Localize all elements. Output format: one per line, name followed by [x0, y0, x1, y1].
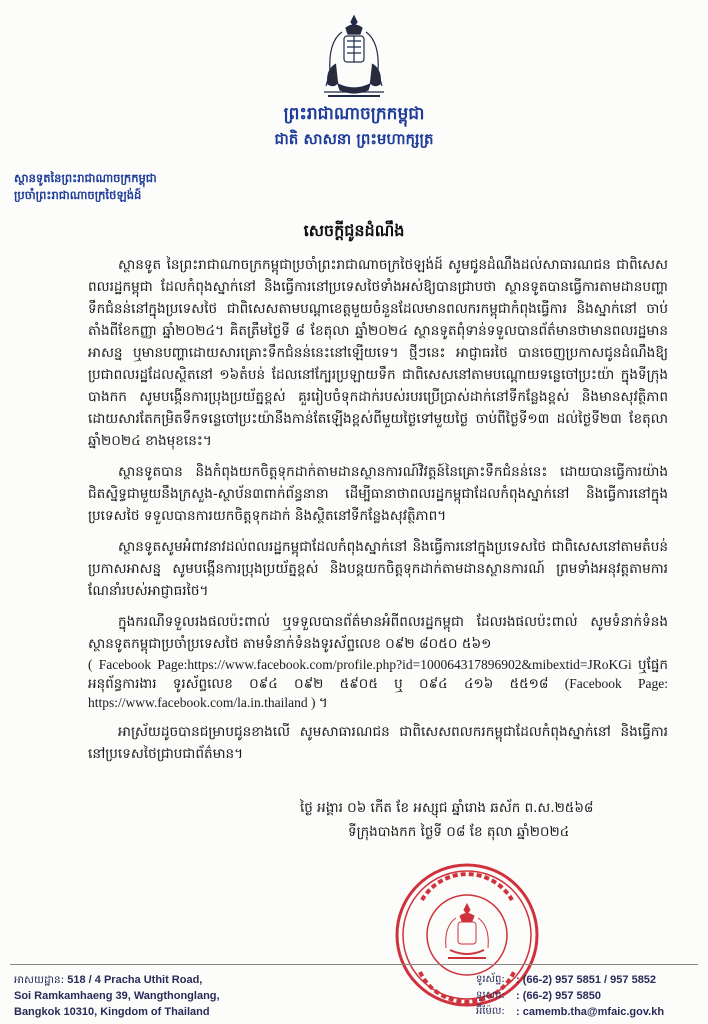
- lunar-date: ថ្ងៃ អង្គារ ០៦ កើត ខែ អស្សុជ ឆ្នាំរោង ឆស័ក ព.ស.២៥៦៨: [300, 800, 594, 816]
- notice-body: [88, 254, 668, 774]
- national-motto: ជាតិ សាសនា ព្រះមហាក្សត្រ: [274, 130, 434, 148]
- email-value: : camemb.tha@mfaic.gov.kh: [516, 1006, 665, 1018]
- embassy-heading: [14, 170, 274, 204]
- address-label: អាសយដ្ឋាន:: [14, 974, 65, 986]
- fax-label: ទូរសារ:: [476, 990, 505, 1001]
- address-line-2: Soi Ramkamhaeng 39, Wangthonglang,: [14, 990, 220, 1002]
- paragraph-1: ស្ថានទូត នៃព្រះរាជាណាចក្រកម្ពុជាប្រចាំព្រះរាជាណាចក្រថៃឡង់ដ៍ សូមជូនដំណឹងដល់សាធារណជន ជាពិសេសពលរដ្ឋកម្ពុជា ដែលកំពុងស្នាក់នៅ និងធ្វើការនៅប្រទេសថៃទាំងអស់ឱ្យបានជ្រាបថា ស្ថានទូតបានធ្វើការតាមដានបញ្ហាទឹកជំនន់នៅក្នុងប្រទេសថៃ ជាពិសេសតាមបណ្តាខេត្តមួយចំនួនដែលមានពលករកម្ពុជាកំពុងធ្វើការ និងស្នាក់នៅ ចាប់តាំងពីខែកញ្ញា ឆ្នាំ២០២៤។ គិតត្រឹមថ្ងៃទី ៨ ខែតុលា ឆ្នាំ២០២៤ ស្ថានទូតពុំទាន់ទទួលបានព័ត៌មានថាមានពលរដ្ឋមានអាសន្ន ឬមានបញ្ហាដោយសារគ្រោះទឹកជំនន់នេះនៅឡើយទេ។ ថ្មីៗនេះ អាជ្ញាធរថៃ បានចេញប្រកាសជូនដំណឹងឱ្យប្រជាពលរដ្ឋដែលស្ថិតនៅ ១៦តំបន់ ដែលនៅក្បែរប្រឡាយទឹក ជាពិសេសនៅតាមបណ្តោយទន្លេចៅប្រះយ៉ា ក្នុងទីក្រុងបាងកក សូមបង្កើនការប្រុងប្រយ័ត្នខ្ពស់ គួររៀបចំទុកដាក់របស់របរប្រើប្រាស់ដាក់នៅទីកន្លែងខ្ពស់ និងមានសុវត្ថិភាព ដោយសារតែកម្រិតទឹកទន្លេចៅប្រះយ៉ានឹងកាន់តែឡើងខ្ពស់ពីមួយថ្ងៃទៅមួយថ្ងៃ ចាប់ពីថ្ងៃទី១៣ ដល់ថ្ងៃទី២៣ ខែតុលា ឆ្នាំ២០២៤ ខាងមុខនេះ។: [88, 257, 668, 449]
- paragraph-4-contacts: ( Facebook Page:https://www.facebook.com/profile.php?id=100064317896902&mibextid=JRoKGi ឬផ្នែកអនុព័ន្ធការងារ ទូរស័ព្ទលេខ ០៩៤ ០៩២ ៥៩០៥ ឬ ០៩៤ ៤១៦ ៥៥១៨ (Facebook Page: https://www.facebook.com/la.in.thailand ) ។: [88, 657, 668, 710]
- document-title: សេចក្តីជូនដំណឹង: [303, 221, 405, 240]
- address-line-3: Bangkok 10310, Kingdom of Thailand: [14, 1006, 210, 1018]
- footer-contacts: [476, 972, 696, 1020]
- paragraph-4: ក្នុងករណីទទួលរងផលប៉ះពាល់ ឬទទួលបានព័ត៌មានអំពីពលរដ្ឋកម្ពុជា ដែលរងផលប៉ះពាល់ សូមទំនាក់ទំនងស្ថានទូតកម្ពុជាប្រចាំប្រទេសថៃ តាមទំនាក់ទំនងទូរស័ព្ទលេខ ០៩២ ៨០៥០ ៥៦១: [88, 614, 668, 652]
- embassy-name-line1: ស្ថានទូតនៃព្រះរាជាណាចក្រកម្ពុជា: [14, 171, 157, 185]
- paragraph-2: ស្ថានទូតបាន និងកំពុងយកចិត្តទុកដាក់តាមដានស្ថានការណ៍វិវត្តន៍នៃគ្រោះទឹកជំនន់នេះ ដោយបានធ្វើការយ៉ាងជិតស្និទ្ធជាមួយនឹងក្រសួង-ស្ថាប័ន៣ពាក់ព័ន្ធនានា ដើម្បីធានាថាពលរដ្ឋកម្ពុជាដែលកំពុងស្នាក់នៅ និងធ្វើការនៅក្នុងប្រទេសថៃ ទទួលបានការយកចិត្តទុកដាក់ និងស្ថិតនៅទីកន្លែងសុវត្ថិភាព។: [88, 464, 668, 524]
- fax-value: : (66-2) 957 5850: [516, 990, 601, 1002]
- paragraph-3: ស្ថានទូតសូមអំពាវនាវដល់ពលរដ្ឋកម្ពុជាដែលកំពុងស្នាក់នៅ និងធ្វើការនៅក្នុងប្រទេសថៃ ជាពិសេសនៅតាមតំបន់ប្រកាសអាសន្ន សូមបង្កើនការប្រុងប្រយ័ត្នខ្ពស់ និងបន្តយកចិត្តទុកដាក់តាមដានស្ថានការណ៍ ព្រមទាំងអនុវត្តតាមការណែនាំរបស់អាជ្ញាធរថៃ។: [88, 539, 668, 599]
- footer-address: [14, 972, 314, 1020]
- kingdom-name: ព្រះរាជាណាចក្រកម្ពុជា: [283, 104, 425, 124]
- royal-coat-of-arms-icon: [316, 14, 392, 100]
- address-line-1: 518 / 4 Pracha Uthit Road,: [67, 974, 203, 986]
- tel-value: : (66-2) 957 5851 / 957 5852: [516, 974, 657, 986]
- paragraph-5: អាស្រ័យដូចបានជម្រាបជូនខាងលើ សូមសាធារណជន ជាពិសេសពលករកម្ពុជាដែលកំពុងស្នាក់នៅ និងធ្វើការនៅប្រទេសថៃជ្រាបជាព័ត៌មាន។: [88, 724, 668, 762]
- email-label: អ៊ីម៉ែល:: [476, 1006, 505, 1017]
- solar-date: ទីក្រុងបាងកក ថ្ងៃទី ០៨ ខែ តុលា ឆ្នាំ២០២៤: [348, 824, 570, 840]
- tel-label: ទូរស័ព្ទ:: [476, 974, 505, 985]
- footer-divider: [10, 964, 698, 965]
- embassy-name-line2: ប្រចាំព្រះរាជាណាចក្រថៃឡង់ដ៍: [14, 188, 142, 202]
